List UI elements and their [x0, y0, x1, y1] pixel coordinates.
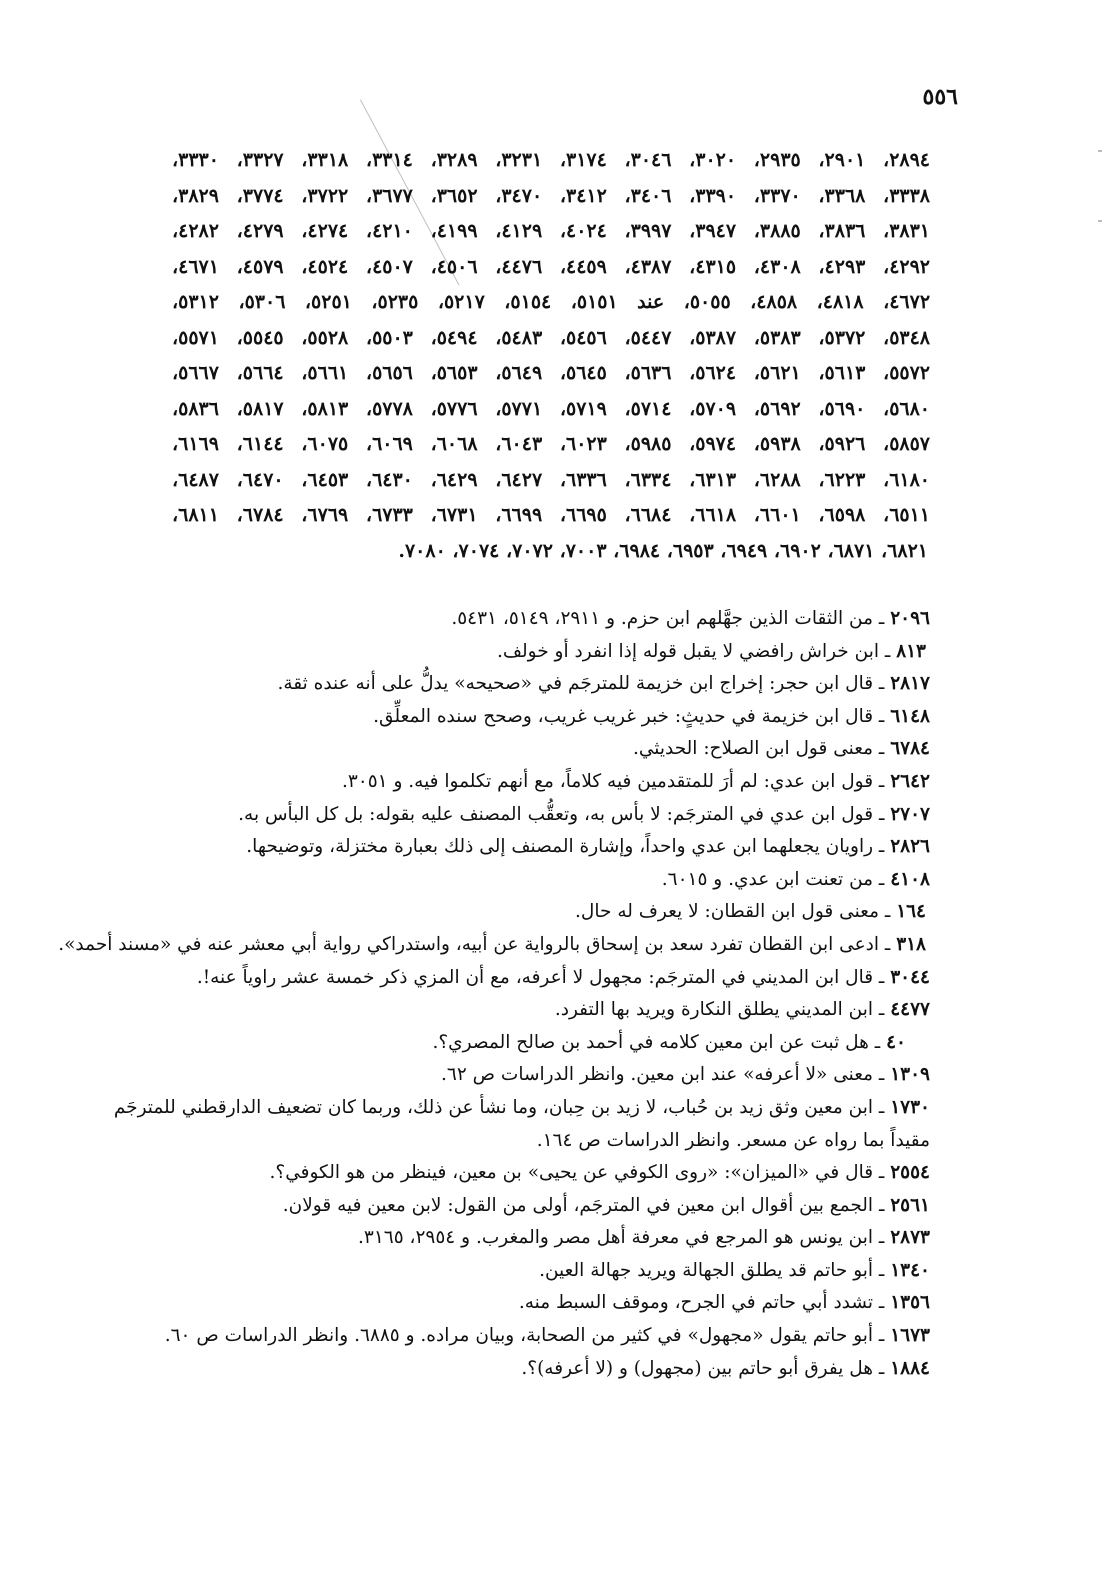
number-line: ٤٦٧٢، ٤٨١٨، ٤٨٥٨، ٥٠٥٥، عند ٥١٥١، ٥١٥٤، ٥٢١٧، ٥٢٣٥، ٥٢٥١، ٥٣٠٦، ٥٣١٢،: [172, 291, 931, 313]
entry-text: ـ معنى «لا أعرفه» عند ابن معين. وانظر الدراسات ص ٦٢.: [441, 1064, 885, 1086]
index-entry: [10, 603, 930, 636]
index-entry: [10, 1059, 930, 1092]
entry-text: ـ قال ابن خزيمة في حديثٍ: خبر غريب غريب، وصحح سنده المعلِّق.: [373, 705, 885, 727]
entry-number: ٢٨٢٦: [890, 836, 930, 858]
index-entry: [10, 668, 930, 701]
number-line: ٣٣٣٨، ٣٣٦٨، ٣٣٧٠، ٣٣٩٠، ٣٤٠٦، ٣٤١٢، ٣٤٧٠، ٣٦٥٢، ٣٦٧٧، ٣٧٢٢، ٣٧٧٤، ٣٨٢٩،: [172, 184, 931, 207]
entry-number: ٤٠: [886, 1031, 906, 1053]
number-line: ٦٥١١، ٦٥٩٨، ٦٦٠١، ٦٦١٨، ٦٦٨٤، ٦٦٩٥، ٦٦٩٩، ٦٧٣١، ٦٧٣٣، ٦٧٦٩، ٦٧٨٤، ٦٨١١،: [172, 504, 931, 526]
index-entry: [10, 733, 930, 766]
number-line: ٤٢٩٢، ٤٢٩٣، ٤٣٠٨، ٤٣١٥، ٤٣٨٧، ٤٤٥٩، ٤٤٧٦، ٤٥٠٦، ٤٥٠٧، ٤٥٢٤، ٤٥٧٩، ٤٦٧١،: [172, 255, 931, 278]
entry-number: ٣٠٤٤: [890, 966, 930, 988]
index-entry: [10, 1092, 930, 1125]
entry-number: ٢٥٥٤: [890, 1162, 930, 1184]
number-line: ٥٣٤٨، ٥٣٧٢، ٥٣٨٣، ٥٣٨٧، ٥٤٤٧، ٥٤٥٦، ٥٤٨٣، ٥٤٩٤، ٥٥٠٣، ٥٥٢٨، ٥٥٤٥، ٥٥٧١،: [172, 326, 931, 349]
entry-text: ـ قول ابن عدي: لم أرَ للمتقدمين فيه كلاماً، مع أنهم تكلموا فيه. و ٣٠٥١.: [341, 770, 885, 792]
index-entry: [10, 896, 930, 929]
reference-numbers-block: [172, 143, 930, 569]
number-line: ٢٨٩٤، ٢٩٠١، ٢٩٣٥، ٣٠٢٠، ٣٠٤٦، ٣١٧٤، ٣٢٣١، ٣٢٨٩، ٣٣١٤، ٣٣١٨، ٣٣٢٧، ٣٣٣٠،: [172, 149, 931, 171]
entry-number: ٢٦٤٢: [890, 770, 930, 792]
number-line: ٥٦٨٠، ٥٦٩٠، ٥٦٩٢، ٥٧٠٩، ٥٧١٤، ٥٧١٩، ٥٧٧١، ٥٧٧٦، ٥٧٧٨، ٥٨١٣، ٥٨١٧، ٥٨٣٦،: [172, 397, 931, 420]
entry-number: ٢٨١٧: [890, 673, 930, 695]
entry-text: ـ قال ابن حجر: إخراج ابن خزيمة للمترجَم في «صحيحه» يدلُّ على أنه عنده ثقة.: [277, 673, 885, 695]
entry-number: ٦١٤٨: [890, 705, 930, 727]
entry-text: ـ معنى قول ابن الصلاح: الحديثي.: [632, 738, 885, 760]
entry-text: ـ تشدد أبي حاتم في الجرح، وموقف السبط منه.: [518, 1292, 885, 1314]
entry-text: ـ ابن يونس هو المرجع في معرفة أهل مصر والمغرب. و ٢٩٥٤، ٣١٦٥.: [358, 1227, 885, 1249]
entry-text: ـ من الثقات الذين جهَّلهم ابن حزم. و ٢٩١١، ٥١٤٩، ٥٤٣١.: [451, 608, 885, 629]
entry-number: ١٦٧٣: [890, 1325, 930, 1347]
entry-text: ـ هل يفرق أبو حاتم بين (مجهول) و (لا أعرفه)؟.: [521, 1357, 885, 1379]
entry-text: ـ قال في «الميزان»: «روى الكوفي عن يحيى» بن معين، فينظر من هو الكوفي؟.: [269, 1162, 885, 1184]
entry-number: ١٣٤٠: [890, 1259, 930, 1281]
index-entry: [10, 766, 930, 799]
entry-text: ـ قال ابن المديني في المترجَم: مجهول لا أعرفه، مع أن المزي ذكر خمسة عشر راوياً عنه!.: [196, 966, 885, 988]
index-entry: [10, 1190, 930, 1223]
entry-text: ـ ادعى ابن القطان تفرد سعد بن إسحاق بالرواية عن أبيه، واستدراكي رواية أبي معشر عنه في «مسند أحمد».: [58, 933, 891, 955]
entry-text: ـ أبو حاتم يقول «مجهول» في كثير من الصحابة، وبيان مراده. و ٦٨٨٥. وانظر الدراسات ص ٦٠.: [164, 1325, 885, 1347]
entry-number: ٤١٠٨: [890, 868, 930, 890]
entry-text: ـ الجمع بين أقوال ابن معين في المترجَم، أولى من القول: لابن معين فيه قولان.: [282, 1194, 885, 1216]
entry-number: ١٣٠٩: [890, 1064, 930, 1086]
index-entry: [10, 831, 930, 864]
index-entry-continuation: مقيداً بما رواه عن مسعر. وانظر الدراسات ص ١٦٤.: [536, 1129, 930, 1151]
margin-mark: [1098, 150, 1102, 152]
page-number: ٥٥٦: [922, 84, 958, 110]
entry-number: ١٣٥٦: [890, 1292, 930, 1314]
index-entry: [10, 1222, 930, 1255]
entry-number: ٢٧٠٧: [890, 803, 930, 825]
index-entry: [10, 1027, 930, 1060]
entry-number: ١٦٤: [896, 901, 926, 923]
entry-number: ٢٥٦١: [890, 1194, 930, 1216]
entry-text: ـ ابن خراش رافضي لا يقبل قوله إذا انفرد أو خولف.: [497, 640, 891, 662]
index-entry: [10, 1255, 930, 1288]
index-entry: [10, 636, 930, 669]
entry-number: ٣١٨: [896, 933, 926, 955]
entry-number: ٢٠٩٦: [890, 608, 930, 629]
index-entry: [10, 701, 930, 734]
entry-number: ٦٧٨٤: [890, 738, 930, 760]
index-entry: [10, 1157, 930, 1190]
entry-text: ـ راويان يجعلهما ابن عدي واحداً، وإشارة المصنف إلى ذلك بعبارة مختزلة، وتوضيحها.: [246, 836, 885, 858]
number-line: ٥٨٥٧، ٥٩٢٦، ٥٩٣٨، ٥٩٧٤، ٥٩٨٥، ٦٠٢٣، ٦٠٤٣، ٦٠٦٨، ٦٠٦٩، ٦٠٧٥، ٦١٤٤، ٦١٦٩،: [172, 433, 931, 455]
index-entry: [10, 929, 930, 962]
entry-text: ـ ابن المديني يطلق النكارة ويريد بها التفرد.: [554, 999, 885, 1021]
entry-number: ٢٨٧٣: [890, 1227, 930, 1249]
entry-text: ـ هل ثبت عن ابن معين كلامه في أحمد بن صالح المصري؟.: [432, 1031, 881, 1053]
entry-text: ـ ابن معين وثق زيد بن حُباب، لا زيد بن حِبان، وما نشأ عن ذلك، وربما كان تضعيف الدارقطني للمترجَم: [113, 1096, 885, 1118]
entry-text: ـ قول ابن عدي في المترجَم: لا بأس به، وتعقُّب المصنف عليه بقوله: بل كل البأس به.: [238, 803, 885, 825]
index-entry: [10, 864, 930, 897]
number-line: ٦١٨٠، ٦٢٢٣، ٦٢٨٨، ٦٣١٣، ٦٣٣٤، ٦٣٣٦، ٦٤٢٧، ٦٤٢٩، ٦٤٣٠، ٦٤٥٣، ٦٤٧٠، ٦٤٨٧،: [172, 468, 931, 491]
index-entry: [10, 1320, 930, 1353]
index-entries: [10, 603, 930, 1385]
margin-mark: [1098, 220, 1102, 222]
number-line: ٦٨٢١، ٦٨٧١، ٦٩٠٢، ٦٩٤٩، ٦٩٥٣، ٦٩٨٤، ٧٠٠٣، ٧٠٧٢، ٧٠٧٤، ٧٠٨٠.: [398, 539, 928, 562]
entry-number: ١٨٨٤: [890, 1357, 930, 1379]
index-entry: [10, 1353, 930, 1386]
index-entry: [10, 994, 930, 1027]
entry-text: ـ أبو حاتم قد يطلق الجهالة ويريد جهالة العين.: [539, 1259, 885, 1281]
number-line: ٥٥٧٢، ٥٦١٣، ٥٦٢١، ٥٦٢٤، ٥٦٣٦، ٥٦٤٥، ٥٦٤٩، ٥٦٥٣، ٥٦٥٦، ٥٦٦١، ٥٦٦٤، ٥٦٦٧،: [172, 362, 931, 384]
index-entry: [10, 1287, 930, 1320]
number-line: ٣٨٣١، ٣٨٣٦، ٣٨٨٥، ٣٩٤٧، ٣٩٩٧، ٤٠٢٤، ٤١٢٩، ٤١٩٩، ٤٢١٠، ٤٢٧٤، ٤٢٧٩، ٤٢٨٢،: [172, 220, 931, 242]
entry-number: ٨١٣: [896, 640, 926, 662]
index-entry: [10, 799, 930, 832]
entry-text: ـ معنى قول ابن القطان: لا يعرف له حال.: [575, 901, 891, 923]
entry-text: ـ من تعنت ابن عدي. و ٦٠١٥.: [661, 868, 885, 890]
entry-number: ١٧٣٠: [890, 1096, 930, 1118]
index-entry: [10, 962, 930, 995]
entry-number: ٤٤٧٧: [890, 999, 930, 1021]
